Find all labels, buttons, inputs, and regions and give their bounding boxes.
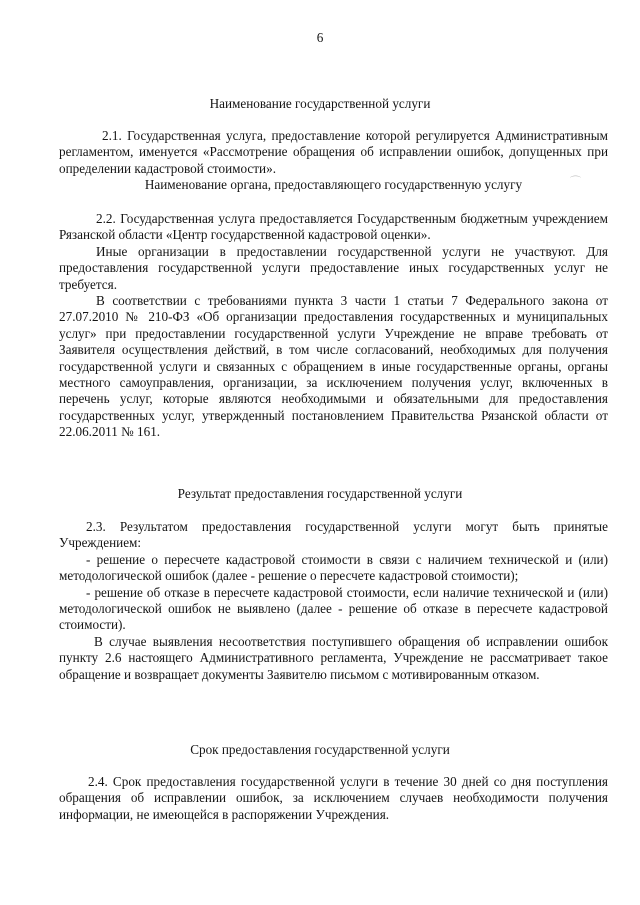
section-heading-term: Срок предоставления государственной услуги: [190, 742, 450, 757]
paragraph-2-1-block: [59, 128, 608, 194]
page-number: 6: [316, 30, 324, 45]
section-heading-result: Результат предоставления государственной услуги: [177, 486, 463, 501]
section-heading-service-name: Наименование государственной услуги: [209, 96, 431, 111]
paragraph-2-4: 2.4. Срок предоставления государственной услуги в течение 30 дней со дня поступления обращения об исправлении ошибок, за исключением случаев необходимости получения информации, не имеющейся в распоряжении Учреждения.: [59, 774, 608, 822]
paragraph-2-2-block: [59, 211, 608, 441]
scan-mark: ⌒: [570, 176, 581, 188]
subheading-authority: Наименование органа, предоставляющего государственную услугу: [144, 177, 523, 193]
paragraph-2-3: 2.3. Результатом предоставления государственной услуги могут быть принятые Учреждением:: [59, 519, 608, 551]
paragraph-2-3-block: [59, 519, 608, 683]
list-item-refusal: - решение об отказе в пересчете кадастровой стоимости, если наличие технической и (или) методологической ошибок не выявлено (далее - решение об отказе в пересчете кадастровой стоимости).: [59, 584, 608, 633]
paragraph-other-organizations: Иные организации в предоставлении государственной услуги не участвуют. Для предоставления государственной услуги предоставление иных государственных услуг не требуется.: [59, 243, 608, 292]
paragraph-2-2: 2.2. Государственная услуга предоставляется Государственным бюджетным учреждением Рязанской области «Центр государственной кадастровой оценки».: [59, 211, 608, 243]
paragraph-mismatch: В случае выявления несоответствия поступившего обращения об исправлении ошибок пункту 2.6 настоящего Административного регламента, Учреждение не рассматривает такое обращение и возвращает документы Заявителю письмом с мотивированным отказом.: [59, 633, 608, 682]
list-item-recalculation: - решение о пересчете кадастровой стоимости в связи с наличием технической и (или) методологической ошибок (далее - решение о пересчете кадастровой стоимости);: [59, 551, 608, 584]
paragraph-2-1: 2.1. Государственная услуга, предоставление которой регулируется Административным регламентом, именуется «Рассмотрение обращения об исправлении ошибок, допущенных при определении кадастровой стоимости».: [59, 128, 608, 176]
paragraph-2-4-block: [59, 774, 608, 823]
paragraph-federal-law-requirements: В соответствии с требованиями пункта 3 части 1 статьи 7 Федерального закона от 27.07.2010 № 210-ФЗ «Об организации предоставления государственных и муниципальных услуг» при предоставлении государственной услуги Учреждение не вправе требовать от Заявителя осуществления действий, в том числе согласований, необходимых для получения государственной услуги и связанных с обращением в иные государственные органы, органы местного самоуправления, организации, за исключением получения услуг, включенных в перечень услуг, которые являются необходимыми и обязательными для предоставления государственных услуг, утвержденный постановлением Правительства Рязанской области от 22.06.2011 № 161.: [59, 293, 608, 440]
